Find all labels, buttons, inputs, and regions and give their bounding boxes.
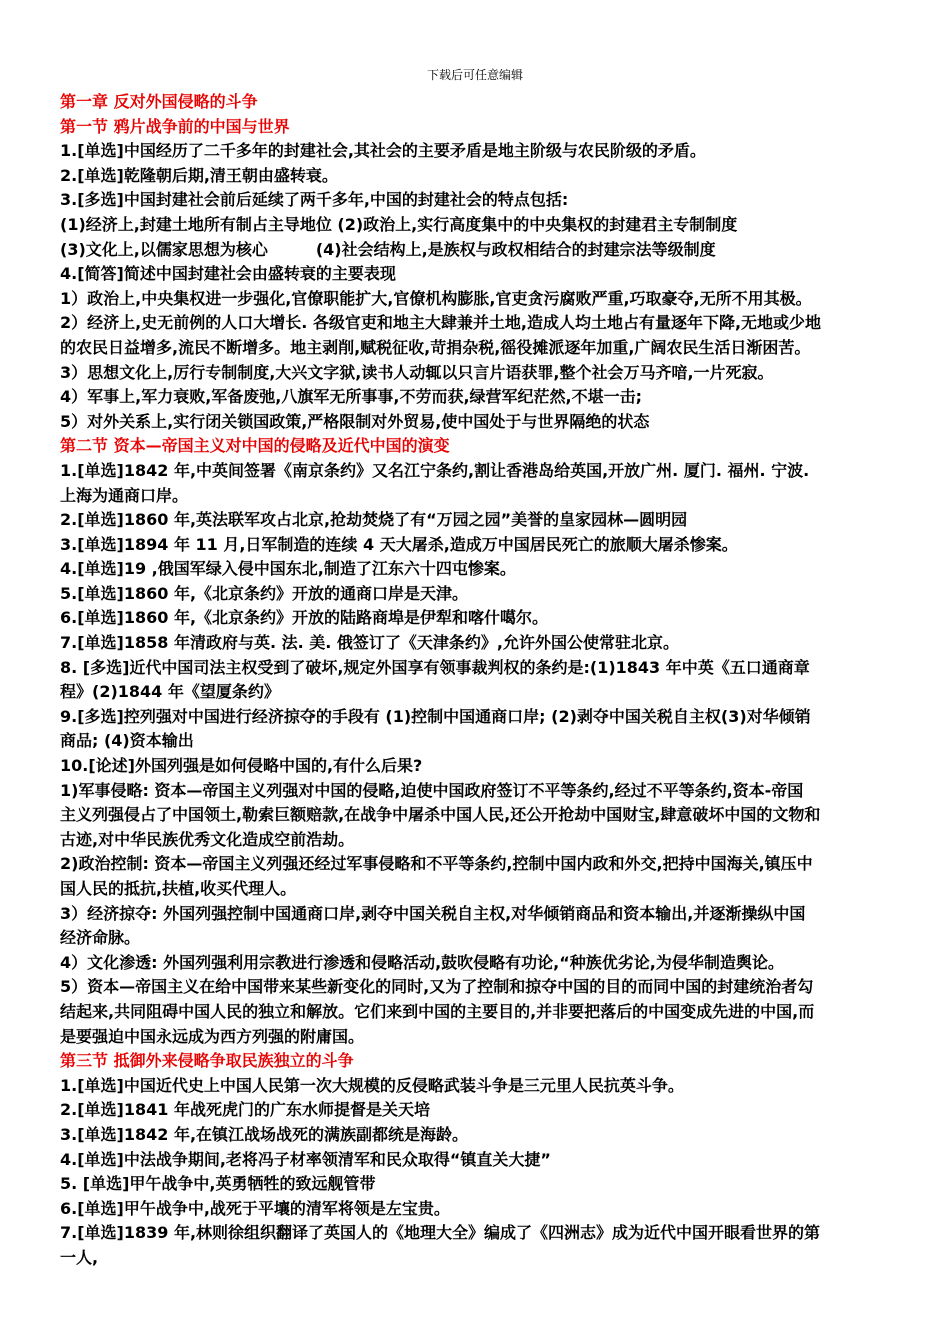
text-line: 1.[单选]中国经历了二千多年的封建社会,其社会的主要矛盾是地主阶级与农民阶级的矛盾。 [60,141,706,161]
text-line: 4）军事上,军力衰败,军备废弛,八旗军无所事事,不劳而获,绿营军纪茫然,不堪一击; [60,387,643,407]
text-line: 2.[单选]乾隆朝后期,清王朝由盛转衰。 [60,165,338,185]
text-line: 商品; (4)资本输出 [60,731,194,751]
text-line: 4.[单选]19 ,俄国军绿入侵中国东北,制造了江东六十四屯惨案。 [60,559,516,579]
text-line: 程》(2)1844 年《望厦条约》 [60,682,280,702]
text-line: 古迹,对中华民族优秀文化造成空前浩劫。 [60,829,355,849]
text-line: 是要强迫中国永远成为西方列强的附庸国。 [60,1026,365,1046]
page-header: 下载后可任意编辑 [426,68,523,82]
text-line: 主义列强侵占了中国领土,勒索巨额赔款,在战争中屠杀中国人民,还公开抢劫中国财宝,肆意破坏中国的文物和 [60,805,821,825]
text-line: 一人, [60,1247,99,1267]
text-line: 5. [单选]甲午战争中,英勇牺牲的致远舰管带 [60,1174,376,1194]
text-line: 6.[单选]1860 年,《北京条约》开放的陆路商埠是伊犁和喀什噶尔。 [60,608,549,628]
text-line: 3）思想文化上,厉行专制制度,大兴文字狱,读书人动辄以只言片语获罪,整个社会万马齐喑,一片死寂。 [60,362,774,382]
text-line: 国人民的抵抗,扶植,收买代理人。 [60,879,297,898]
text-line: 4）文化渗透: 外国列强利用宗教进行渗透和侵略活动,鼓吹侵略有功论,“种族优劣论,为侵华制造舆论。 [60,952,784,972]
text-line: 2）经济上,史无前例的人口大增长. 各级官吏和地主大肆兼并土地,造成人均土地占有量逐年下降,无地或少地 [60,313,822,333]
text-line: 1.[单选]中国近代史上中国人民第一次大规模的反侵略武装斗争是三元里人民抗英斗争。 [60,1075,684,1095]
text-line: 5.[单选]1860 年,《北京条约》开放的通商口岸是天津。 [60,583,469,603]
text-line: 结起来,共同阻碍中国人民的独立和解放。它们来到中国的主要目的,并非要把落后的中国变成先进的中国,而 [60,1001,815,1021]
text-line-part: (4)社会结构上,是族权与政权相结合的封建宗法等级制度 [315,239,716,259]
text-line: 1.[单选]1842 年,中英间签署《南京条约》又名江宁条约,割让香港岛给英国,开放广州. 厦门. 福州. 宁波. [60,460,810,480]
text-line [60,238,898,263]
section-heading: 第一章 反对外国侵略的斗争 [60,92,258,111]
text-line: 3.[单选]1842 年,在镇江战场战死的满族副都统是海龄。 [60,1124,469,1144]
section-heading: 第一节 鸦片战争前的中国与世界 [60,116,290,136]
text-line: 2)政治控制: 资本—帝国主义列强还经过军事侵略和不平等条约,控制中国内政和外交,把持中国海关,镇压中 [60,854,813,874]
text-line: 6.[单选]甲午战争中,战死于平壤的清军将领是左宝贵。 [60,1198,450,1218]
text-line: 5）资本—帝国主义在给中国带来某些新变化的同时,又为了控制和掠夺中国的目的而同中国的封建统治者勾 [60,977,814,997]
text-line: 5）对外关系上,实行闭关锁国政策,严格限制对外贸易,使中国处于与世界隔绝的状态 [60,411,650,431]
text-line: 10.[论述]外国列强是如何侵略中国的,有什么后果? [60,756,423,776]
text-line: (1)经济上,封建土地所有制占主导地位 (2)政治上,实行高度集中的中央集权的封建君主专制制度 [60,214,738,234]
text-line-part: (3)文化上,以儒家思想为核心 [60,239,268,259]
text-line: 经济命脉。 [60,928,141,948]
text-line: 2.[单选]1841 年战死虎门的广东水师提督是关天培 [60,1100,430,1120]
text-line: 3.[单选]1894 年 11 月,日军制造的连续 4 天大屠杀,造成万中国居民死亡的旅顺大屠杀惨案。 [60,534,738,554]
text-line: 3）经济掠夺: 外国列强控制中国通商口岸,剥夺中国关税自主权,对华倾销商品和资本输出,并逐渐操纵中国 [60,903,806,923]
text-line: 2.[单选]1860 年,英法联军攻占北京,抢劫焚烧了有“万园之园”美誉的皇家园林—圆明园 [60,510,688,530]
text-line: 1）政治上,中央集权进一步强化,官僚职能扩大,官僚机构膨胀,官吏贪污腐败严重,巧取豪夺,无所不用其极。 [60,288,812,308]
text-line: 7.[单选]1858 年清政府与英. 法. 美. 俄签订了《天津条约》,允许外国公使常驻北京。 [60,633,679,653]
text-line: 3.[多选]中国封建社会前后延续了两千多年,中国的封建社会的特点包括: [60,190,569,210]
text-line: 4.[单选]中法战争期间,老将冯子材率领清军和民众取得“镇直关大捷” [60,1149,551,1169]
text-line: 7.[单选]1839 年,林则徐组织翻译了英国人的《地理大全》编成了《四洲志》成为近代中国开眼看世界的第 [60,1223,821,1243]
section-heading: 第二节 资本—帝国主义对中国的侵略及近代中国的演变 [60,436,450,456]
text-line: 8. [多选]近代中国司法主权受到了破坏,规定外国享有领事裁判权的条约是:(1)1843 年中英《五口通商章 [60,657,810,677]
text-line: 上海为通商口岸。 [60,485,189,505]
document-body [60,90,898,1271]
text-line: 9.[多选]控列强对中国进行经济掠夺的手段有 (1)控制中国通商口岸; (2)剥夺中国关税自主权(3)对华倾销 [60,706,811,726]
section-heading: 第三节 抵御外来侵略争取民族独立的斗争 [60,1051,354,1071]
text-line: 的农民日益增多,流民不断增多。地主剥削,赋税征收,苛捐杂税,徭役摊派逐年加重,广阔农民生活日渐困苦。 [60,337,811,357]
text-line: 1)军事侵略: 资本—帝国主义列强对中国的侵略,迫使中国政府签订不平等条约,经过不平等条约,资本-帝国 [60,780,804,800]
text-line: 4.[简答]简述中国封建社会由盛转衰的主要表现 [60,264,396,284]
